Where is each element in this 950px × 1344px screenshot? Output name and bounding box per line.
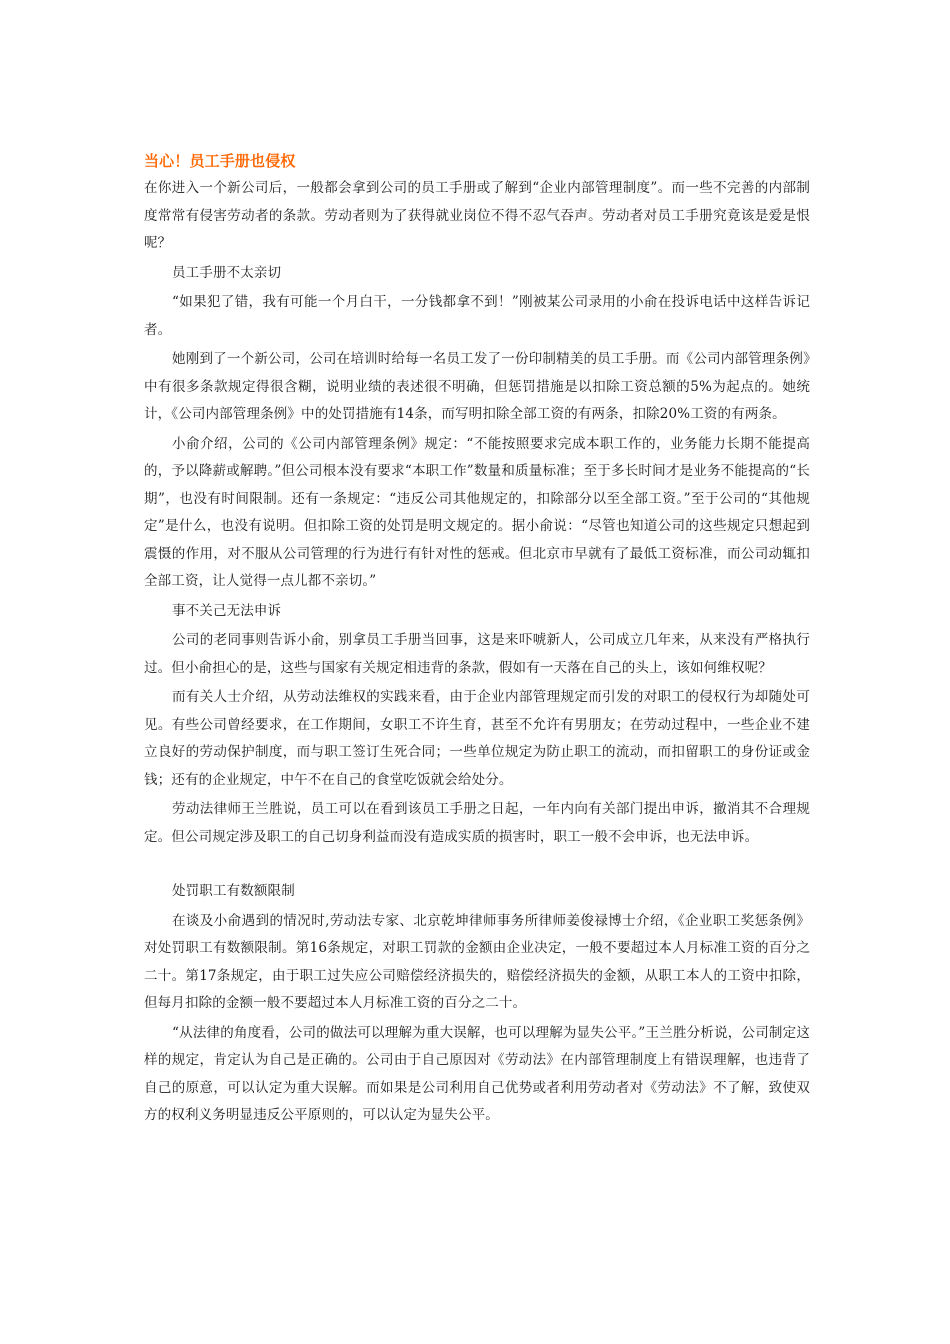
body-paragraph: 她刚到了一个新公司，公司在培训时给每一名员工发了一份印制精美的员工手册。而《公司内部管理条例》中有很多条款规定得很含糊，说明业绩的表述很不明确，但惩罚措施是以扣除工资总额的5%为起点的。她统计，《公司内部管理条例》中的处罚措施有14条，而写明扣除全部工资的有两条，扣除20%工资的有两条。 (144, 351, 810, 422)
article (144, 148, 810, 1132)
body-paragraph: 劳动法律师王兰胜说，员工可以在看到该员工手册之日起，一年内向有关部门提出申诉，撤消其不合理规定。但公司规定涉及职工的自己切身利益而没有造成实质的损害时，职工一般不会申诉，也无法申诉。 (144, 801, 810, 845)
intro-paragraph: 在你进入一个新公司后，一般都会拿到公司的员工手册或了解到“企业内部管理制度”。而一些不完善的内部制度常常有侵害劳动者的条款。劳动者则为了获得就业岗位不得不忍气吞声。劳动者对员工手册究竟该是爱是恨呢？ (144, 180, 810, 251)
body-paragraph: 公司的老同事则告诉小俞，别拿员工手册当回事，这是来吓唬新人，公司成立几年来，从来没有严格执行过。但小俞担心的是，这些与国家有关规定相违背的条款，假如有一天落在自己的头上，该如何维权呢？ (144, 632, 810, 676)
body-paragraph: 小俞介绍，公司的《公司内部管理条例》规定：“不能按照要求完成本职工作的，业务能力长期不能提高的，予以降薪或解聘。”但公司根本没有要求“本职工作”数量和质量标准；至于多长时间才是业务不能提高的“长期”，也没有时间限制。还有一条规定：“违反公司其他规定的，扣除部分以至全部工资。”至于公司的“其他规定”是什么，也没有说明。但扣除工资的处罚是明文规定的。据小俞说：“尽管也知道公司的这些规定只想起到震慑的作用，对不服从公司管理的行为进行有针对性的惩戒。但北京市早就有了最低工资标准，而公司动辄扣全部工资，让人觉得一点儿都不亲切。” (144, 435, 810, 589)
body-paragraph: “从法律的角度看，公司的做法可以理解为重大误解，也可以理解为显失公平。”王兰胜分析说，公司制定这样的规定，肯定认为自己是正确的。公司由于自己原因对《劳动法》在内部管理制度上有错误理解，也违背了自己的原意，可以认定为重大误解。而如果是公司利用自己优势或者利用劳动者对《劳动法》不了解，致使双方的权利义务明显违反公平原则的，可以认定为显失公平。 (144, 1024, 810, 1123)
body-paragraph: “如果犯了错，我有可能一个月白干，一分钱都拿不到！”刚被某公司录用的小俞在投诉电话中这样告诉记者。 (144, 294, 810, 338)
section-heading-2: 事不关己无法申诉 (172, 602, 282, 619)
body-paragraph: 而有关人士介绍，从劳动法维权的实践来看，由于企业内部管理规定而引发的对职工的侵权行为却随处可见。有些公司曾经要求，在工作期间，女职工不许生育，甚至不允许有男朋友；在劳动过程中，一些企业不建立良好的劳动保护制度，而与职工签订生死合同；一些单位规定为防止职工的流动，而扣留职工的身份证或金钱；还有的企业规定，中午不在自己的食堂吃饭就会给处分。 (144, 689, 810, 788)
section-heading-3: 处罚职工有数额限制 (172, 883, 295, 899)
section-heading-1: 员工手册不太亲切 (172, 264, 282, 281)
body-paragraph: 在谈及小俞遇到的情况时,劳动法专家、北京乾坤律师事务所律师姜俊禄博士介绍，《企业职工奖惩条例》对处罚职工有数额限制。第16条规定，对职工罚款的金额由企业决定，一般不要超过本人月标准工资的百分之二十。第17条规定，由于职工过失应公司赔偿经济损失的，赔偿经济损失的金额，从职工本人的工资中扣除，但每月扣除的金额一般不要超过本人月标准工资的百分之二十。 (144, 912, 810, 1011)
article-title: 当心！员工手册也侵权 (144, 152, 296, 170)
section-spacer (144, 853, 810, 878)
